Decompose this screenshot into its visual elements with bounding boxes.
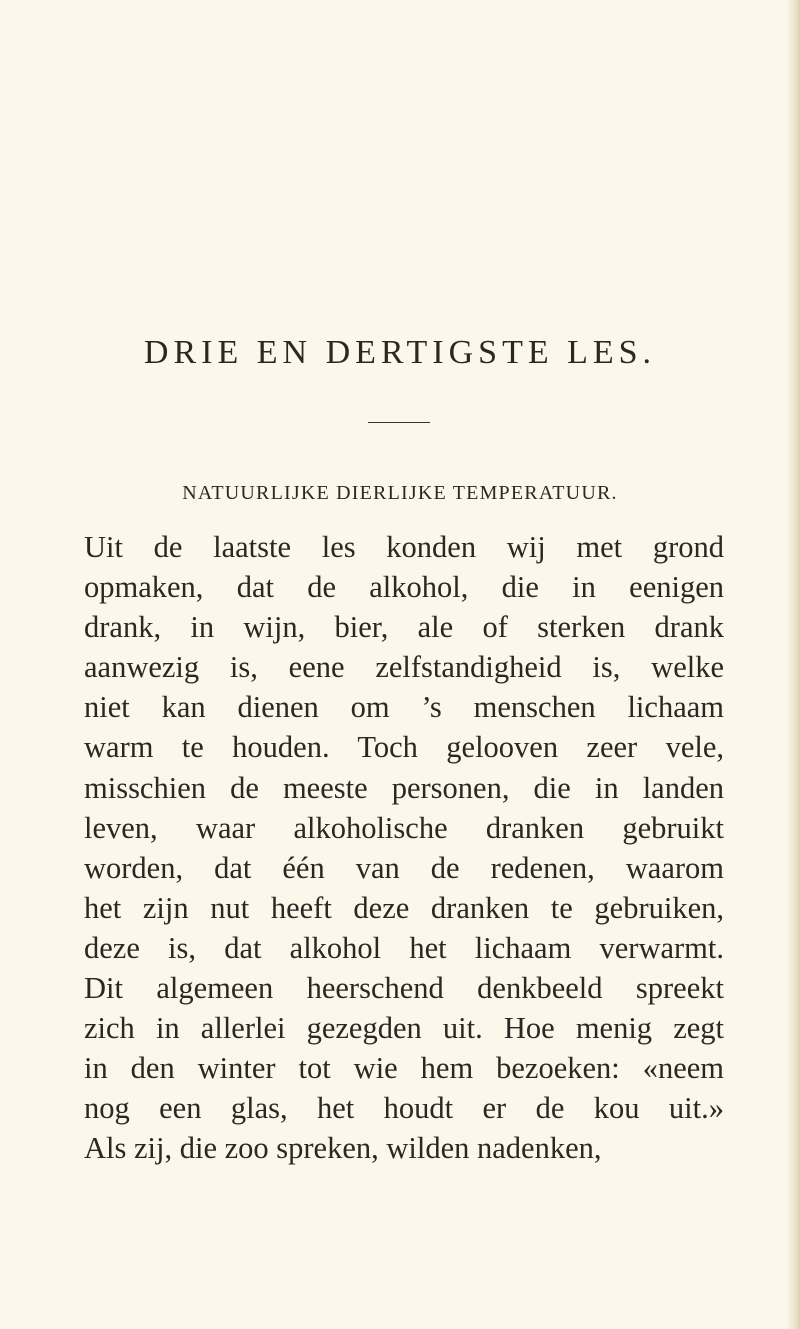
text-line: niet kan dienen om ’s menschen lichaam [84,690,724,725]
title-divider [368,422,430,423]
text-line: worden, dat één van de redenen, waarom [84,850,724,885]
body-paragraph [84,527,724,1169]
text-line: Als zij, die zoo spreken, wilden nadenken, [84,1131,602,1166]
text-line: warm te houden. Toch gelooven zeer vele, [84,730,724,765]
text-line: nog een glas, het houdt er de kou uit.» [84,1091,724,1126]
section-title: NATUURLIJKE DIERLIJKE TEMPERATUUR. [182,482,618,504]
text-line: drank, in wijn, bier, ale of sterken drank [84,610,724,645]
text-line: het zijn nut heeft deze dranken te gebruiken, [84,890,724,925]
text-line: Uit de laatste les konden wij met grond [84,530,724,564]
text-line: in den winter tot wie hem bezoeken: «neem [84,1051,724,1086]
text-line: opmaken, dat de alkohol, die in eenigen [84,570,724,605]
text-line: misschien de meeste personen, die in landen [84,770,724,805]
chapter-title: DRIE EN DERTIGSTE LES. [143,334,657,371]
text-line: Dit algemeen heerschend denkbeeld spreekt [84,971,724,1006]
text-line: deze is, dat alkohol het lichaam verwarmt. [84,930,724,965]
text-line: zich in allerlei gezegden uit. Hoe menig zegt [84,1011,724,1046]
page-edge-shadow [786,0,800,1329]
text-line: aanwezig is, eene zelfstandigheid is, welke [84,650,724,685]
text-line: leven, waar alkoholische dranken gebruikt [84,810,724,845]
